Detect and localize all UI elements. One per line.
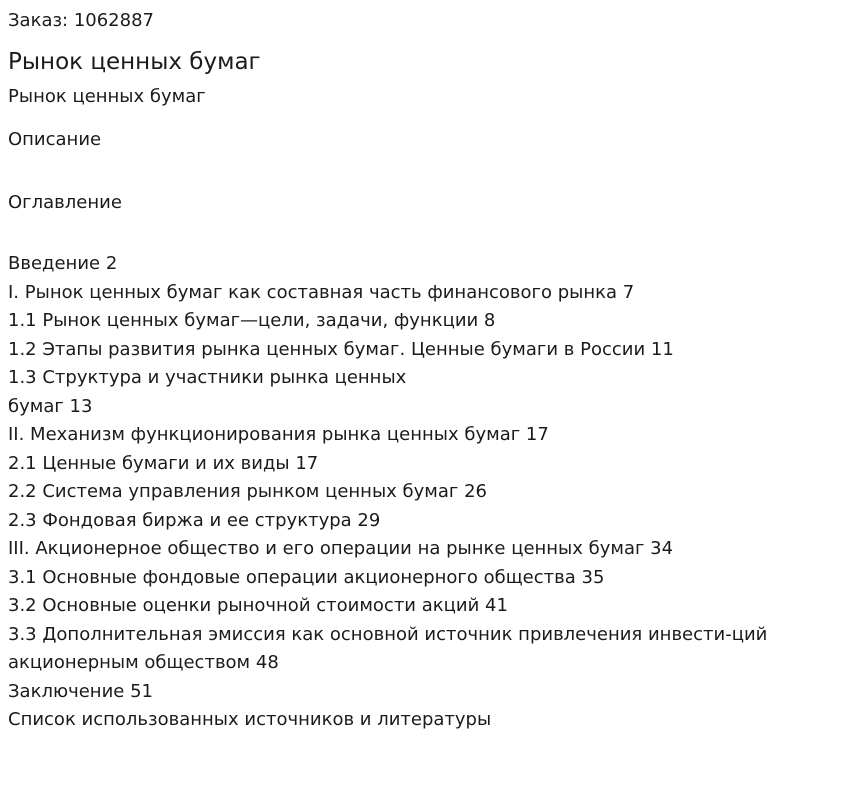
order-number: Заказ: 1062887 xyxy=(8,10,154,31)
toc-item: II. Механизм функционирования рынка ценных бумаг 17 xyxy=(8,424,549,445)
document-subtitle: Рынок ценных бумаг xyxy=(8,86,206,107)
toc-item: III. Акционерное общество и его операции на рынке ценных бумаг 34 xyxy=(8,538,674,559)
table-of-contents xyxy=(8,250,839,735)
toc-item: 1.1 Рынок ценных бумаг—цели, задачи, функции 8 xyxy=(8,310,496,331)
document-title: Рынок ценных бумаг xyxy=(8,49,261,75)
toc-item: акционерным обществом 48 xyxy=(8,652,279,673)
toc-item: бумаг 13 xyxy=(8,395,93,417)
toc-item: 2.1 Ценные бумаги и их виды 17 xyxy=(8,452,319,474)
toc-item: I. Рынок ценных бумаг как составная часть финансового рынка 7 xyxy=(8,281,635,303)
toc-item: 2.3 Фондовая биржа и ее структура 29 xyxy=(8,509,381,531)
toc-item: Список использованных источников и литературы xyxy=(8,709,492,730)
toc-label: Оглавление xyxy=(8,192,122,213)
toc-item: 3.1 Основные фондовые операции акционерного общества 35 xyxy=(8,566,605,588)
description-label: Описание xyxy=(8,129,102,150)
toc-item: 1.2 Этапы развития рынка ценных бумаг. Ценные бумаги в России 11 xyxy=(8,338,674,360)
toc-item: Введение 2 xyxy=(8,253,118,274)
toc-item: 2.2 Система управления рынком ценных бумаг 26 xyxy=(8,481,487,502)
toc-item: 1.3 Структура и участники рынка ценных xyxy=(8,367,407,388)
toc-item: 3.2 Основные оценки рыночной стоимости акций 41 xyxy=(8,595,508,616)
toc-item: 3.3 Дополнительная эмиссия как основной источник привлечения инвести-ций xyxy=(8,623,768,645)
toc-item: Заключение 51 xyxy=(8,680,153,702)
